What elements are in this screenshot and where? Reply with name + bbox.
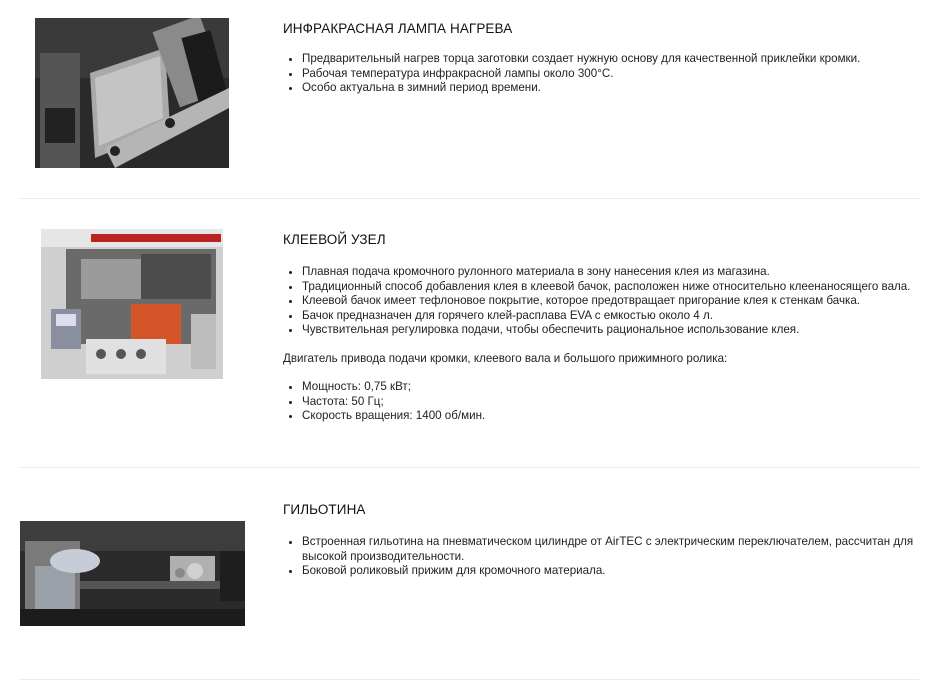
list-item: • Частота: 50 Гц;	[302, 395, 923, 410]
list-item: • Чувствительная регулировка подачи, чтобы обеспечить рациональное использование клея.	[302, 323, 923, 338]
list-item: • Плавная подача кромочного рулонного материала в зону нанесения клея из магазина.	[302, 265, 923, 280]
feature-list	[283, 535, 923, 579]
section-divider	[19, 679, 919, 680]
motor-description: Двигатель привода подачи кромки, клеевого вала и большого прижимного ролика:	[283, 351, 728, 365]
list-item: • Мощность: 0,75 кВт;	[302, 380, 923, 395]
section-divider	[19, 467, 919, 468]
glue-unit-section	[283, 232, 923, 424]
list-item: • Бачок предназначен для горячего клей-расплава EVA с емкостью около 4 л.	[302, 309, 923, 324]
feature-list	[283, 52, 923, 96]
motor-specs-list	[283, 380, 923, 424]
section-title: ГИЛЬОТИНА	[283, 502, 366, 517]
list-item: • Традиционный способ добавления клея в клеевой бачок, расположен ниже относительно клеенаносящего вала.	[302, 280, 923, 295]
feature-list	[283, 265, 923, 338]
section-title: ИНФРАКРАСНАЯ ЛАМПА НАГРЕВА	[283, 21, 513, 36]
list-item: • Боковой роликовый прижим для кромочного материала.	[302, 564, 923, 579]
infrared-lamp-section	[283, 21, 923, 96]
guillotine-photo	[20, 521, 245, 626]
list-item: • Клеевой бачок имеет тефлоновое покрытие, которое предотвращает пригорание клея к стенкам бачка.	[302, 294, 923, 309]
list-item: • Предварительный нагрев торца заготовки создает нужную основу для качественной приклейки кромки.	[302, 52, 923, 67]
list-item: • Особо актуальна в зимний период времени.	[302, 81, 923, 96]
list-item: • Рабочая температура инфракрасной лампы около 300°C.	[302, 67, 923, 82]
list-item: • Скорость вращения: 1400 об/мин.	[302, 409, 923, 424]
section-title: КЛЕЕВОЙ УЗЕЛ	[283, 232, 386, 247]
glue-unit-photo	[41, 229, 223, 379]
guillotine-section	[283, 502, 923, 579]
section-divider	[19, 198, 919, 199]
list-item: • Встроенная гильотина на пневматическом цилиндре от AirTEC с электрическим переключателем, рассчитан для высокой производительности.	[302, 535, 923, 564]
infrared-lamp-photo	[35, 18, 229, 168]
